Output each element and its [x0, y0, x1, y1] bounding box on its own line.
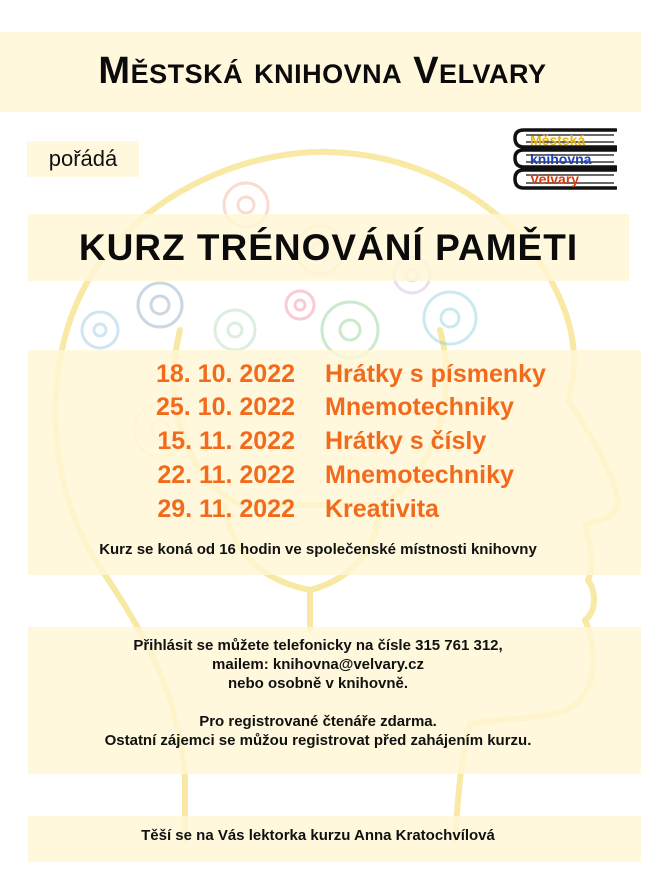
schedule-date: 18. 10. 2022 — [155, 360, 295, 388]
course-title: KURZ TRÉNOVÁNÍ PAMĚTI — [78, 227, 579, 268]
logo-text-mestska: Městská — [530, 132, 586, 148]
schedule-topic: Mnemotechniky — [325, 461, 514, 489]
schedule-date: 29. 11. 2022 — [157, 495, 295, 523]
schedule-row — [0, 495, 645, 529]
schedule-topic: Hrátky s písmenky — [325, 360, 546, 388]
schedule-date: 22. 11. 2022 — [157, 461, 295, 489]
schedule-date: 15. 11. 2022 — [157, 427, 295, 455]
schedule-row — [0, 427, 645, 461]
page-title: Městská knihovna Velvary — [98, 50, 547, 92]
schedule-topic: Kreativita — [325, 495, 439, 523]
info-others: Ostatní zájemci se můžou registrovat před zahájením kurzu. — [104, 732, 532, 749]
info-phone: Přihlásit se můžete telefonicky na čísle 315 761 312, — [133, 637, 503, 654]
info-in-person: nebo osobně v knihovně. — [227, 675, 409, 692]
info-email: mailem: knihovna@velvary.cz — [212, 656, 424, 673]
library-logo — [512, 128, 617, 191]
presents-label: pořádá — [48, 146, 118, 171]
venue-note: Kurz se koná od 16 hodin ve společenské místnosti knihovny — [99, 541, 537, 558]
schedule-row — [0, 393, 645, 427]
schedule-row — [0, 461, 645, 495]
schedule-topic: Mnemotechniky — [325, 393, 514, 421]
logo-text-velvary: Velvary — [530, 171, 580, 187]
schedule-date: 25. 10. 2022 — [155, 393, 295, 421]
logo-text-knihovna: knihovna — [530, 151, 592, 167]
schedule-row — [0, 360, 645, 394]
schedule-topic: Hrátky s čísly — [325, 427, 487, 455]
footer-text: Těší se na Vás lektorka kurzu Anna Kratochvílová — [141, 827, 495, 844]
info-free: Pro registrované čtenáře zdarma. — [199, 713, 437, 730]
